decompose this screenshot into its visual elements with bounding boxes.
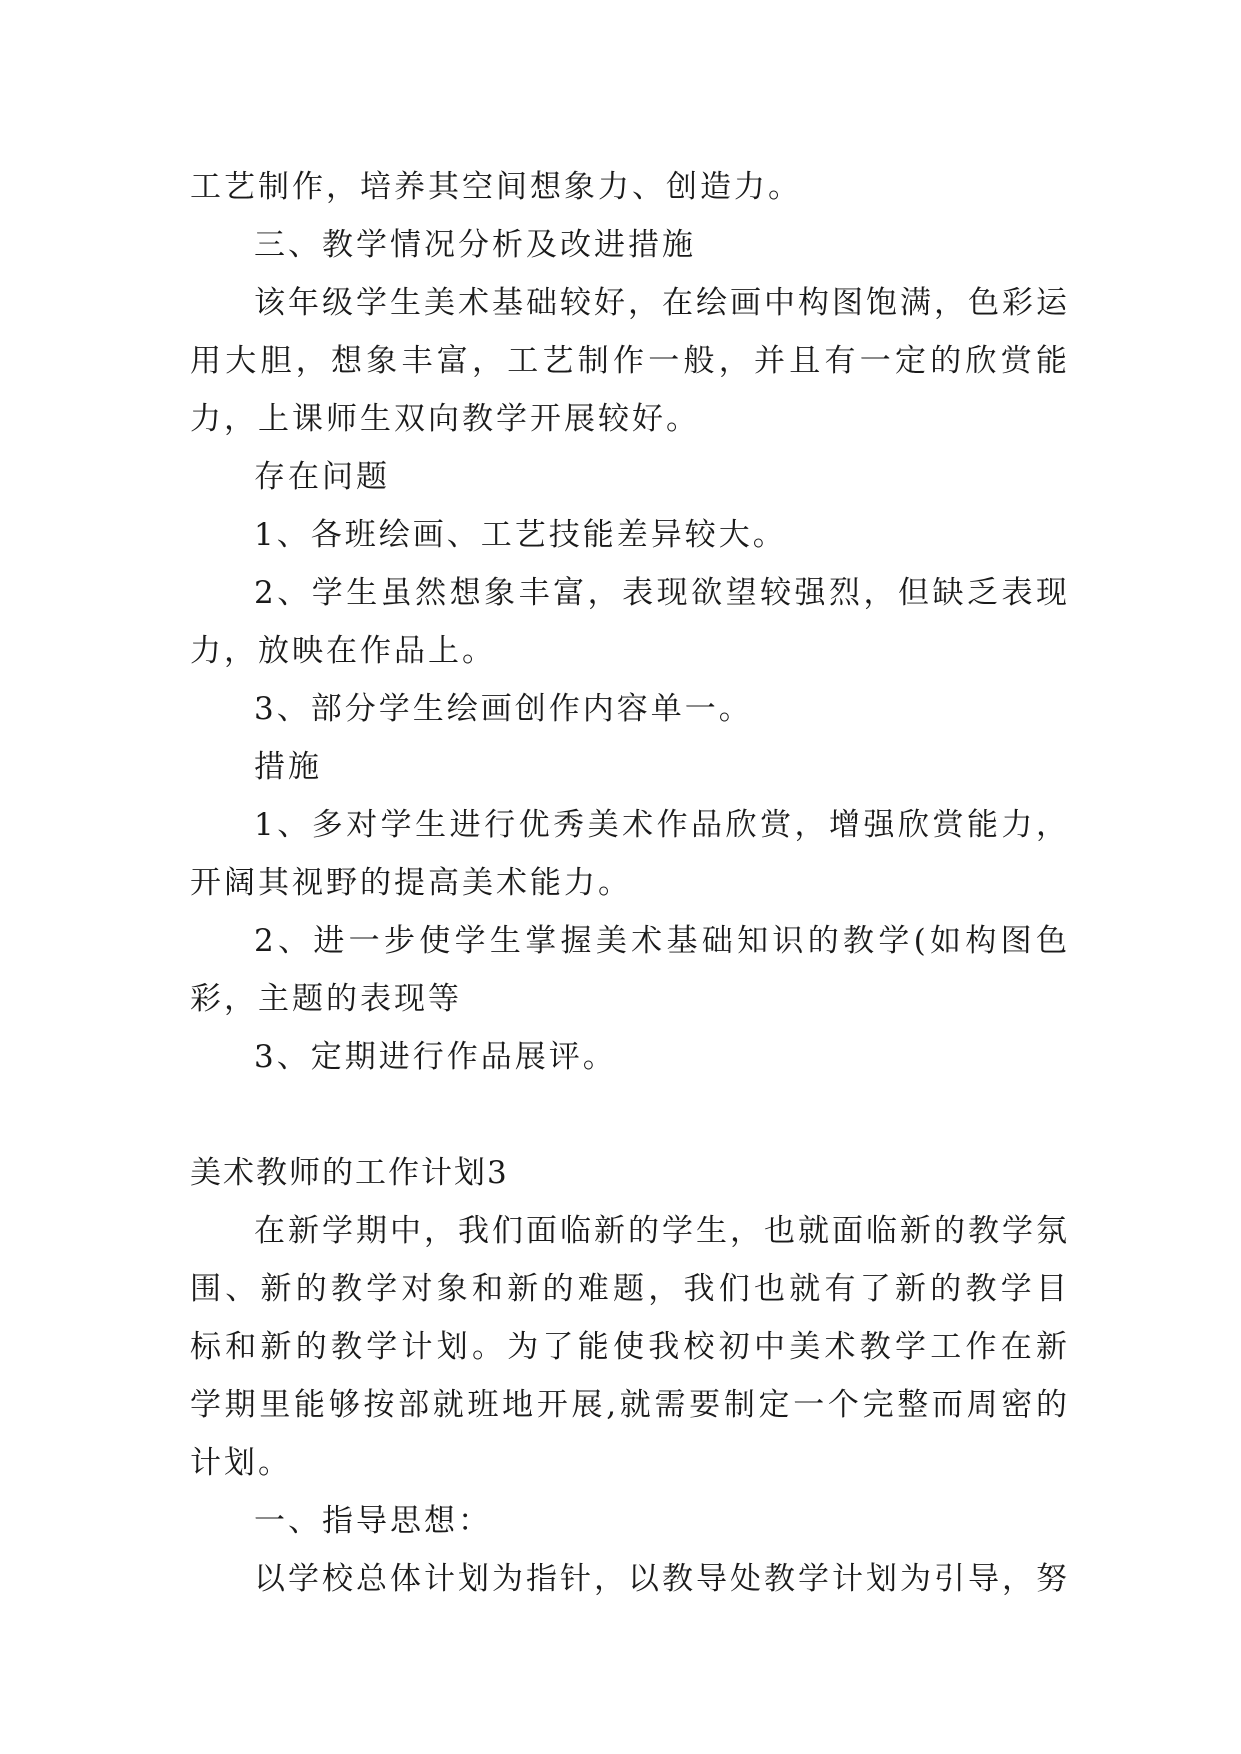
problem-item-1: 1、各班绘画、工艺技能差异较大。 [254, 517, 787, 553]
section-heading-analysis: 三、教学情况分析及改进措施 [254, 227, 696, 263]
problem-item-2: 2、学生虽然想象丰富，表现欲望较强烈，但缺乏表现力，放映在作品上。 [190, 575, 1070, 669]
subheading-guiding-ideology: 一、指导思想： [254, 1503, 492, 1539]
subheading-problems: 存在问题 [254, 459, 390, 495]
measure-item-3: 3、定期进行作品展评。 [254, 1039, 617, 1075]
measure-item-2: 2、进一步使学生掌握美术基础知识的教学(如构图色彩，主题的表现等 [190, 923, 1070, 1017]
measure-item-1: 1、多对学生进行优秀美术作品欣赏，增强欣赏能力，开阔其视野的提高美术能力。 [190, 807, 1070, 901]
document-body [190, 158, 1070, 1608]
paragraph-new-semester: 在新学期中，我们面临新的学生，也就面临新的教学氛围、新的教学对象和新的难题，我们也就有了新的教学目标和新的教学计划。为了能使我校初中美术教学工作在新学期里能够按部就班地开展,就需要制定一个完整而周密的计划。 [190, 1213, 1070, 1481]
paragraph-student-analysis: 该年级学生美术基础较好，在绘画中构图饱满，色彩运用大胆，想象丰富，工艺制作一般，并且有一定的欣赏能力，上课师生双向教学开展较好。 [190, 285, 1070, 437]
paragraph-continuation: 工艺制作，培养其空间想象力、创造力。 [190, 169, 802, 205]
subheading-measures: 措施 [254, 749, 322, 785]
problem-item-3: 3、部分学生绘画创作内容单一。 [254, 691, 753, 727]
paragraph-guiding-text: 以学校总体计划为指针，以教导处教学计划为引导，努 [254, 1561, 1070, 1597]
section-title: 美术教师的工作计划3 [190, 1155, 509, 1191]
